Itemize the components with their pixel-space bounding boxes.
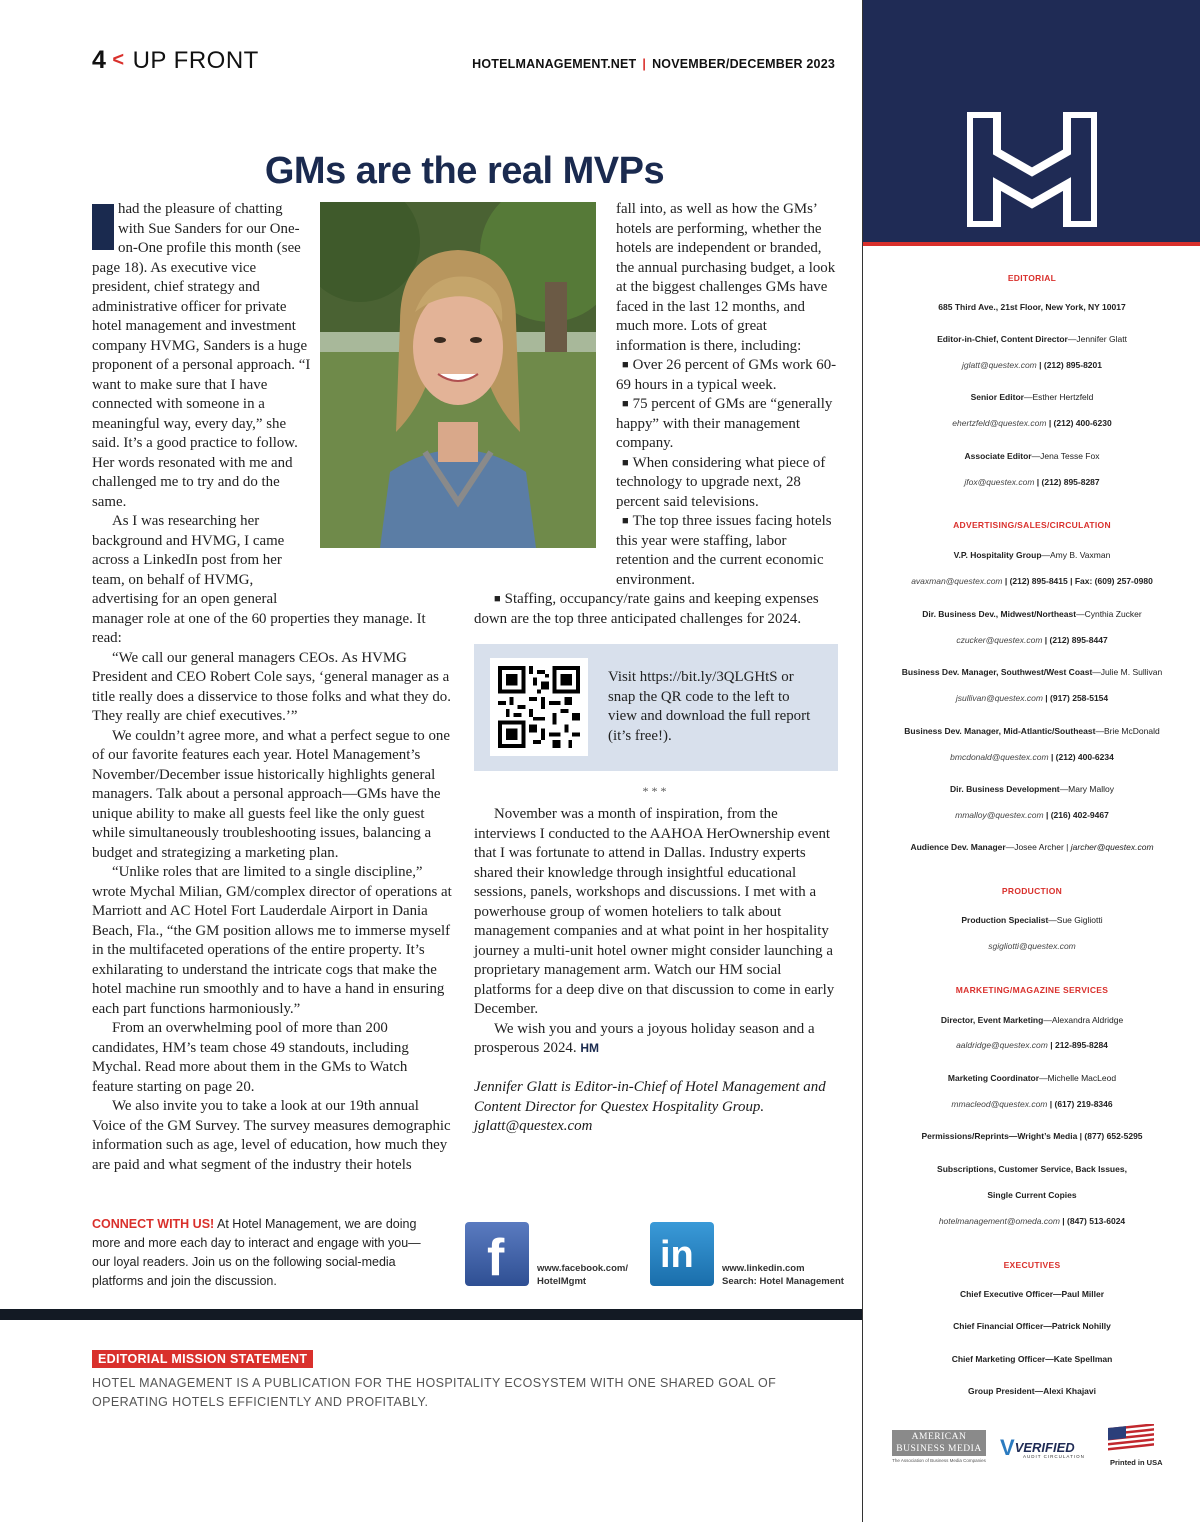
us-flag-icon: [1108, 1424, 1154, 1452]
masthead-contact[interactable]: jglatt@questex.com | (212) 895-8201: [961, 360, 1102, 370]
masthead-contact[interactable]: ehertzfeld@questex.com | (212) 400-6230: [952, 418, 1112, 428]
masthead-entry: Chief Marketing Officer—Kate Spellman: [951, 1354, 1113, 1364]
masthead-entry: V.P. Hospitality Group—Amy B. Vaxman: [953, 550, 1111, 560]
masthead-entry: Business Dev. Manager, Southwest/West Coast—Julie M. Sullivan: [901, 667, 1163, 677]
bullet-item: ■ Staffing, occupancy/rate gains and keeping expenses down are the top three anticipated challenges for 2024.: [474, 590, 838, 629]
article-column-2: [616, 200, 838, 590]
masthead-entry: Director, Event Marketing—Alexandra Aldridge: [940, 1015, 1124, 1025]
paragraph: “Unlike roles that are limited to a single discipline,” wrote Mychal Milian, GM/complex director of operations at Marriott and AC Hotel Fort Lauderdale Airport in Dania Beach, Fla., “the GM position allows me to immerse myself in the multifaceted operations of the entire property. It’s exhilarating to understand the intricate cogs that make the hotel machine run smoothly and to have a hand in ensuring each part functions harmoniously.”: [92, 864, 452, 1017]
masthead-entry: Associate Editor—Jena Tesse Fox: [964, 451, 1100, 461]
masthead-address: 685 Third Ave., 21st Floor, New York, NY 10017: [938, 302, 1126, 312]
bullet-item: ■ Over 26 percent of GMs work 60-69 hours in a typical week.: [616, 356, 838, 395]
paragraph: We wish you and yours a joyous holiday season and a prosperous 2024. HM: [474, 1020, 815, 1056]
masthead-entry: Permissions/Reprints—Wright’s Media | (877) 652-5295: [921, 1131, 1143, 1141]
article-column-2-closing: [474, 805, 838, 1059]
hm-logo-icon: [967, 112, 1097, 227]
divider: |: [642, 57, 647, 71]
qr-instructions: Visit https://bit.ly/3QLGHtS or snap the QR code to the left to view and download the full report (it’s free!).: [608, 669, 811, 744]
linkedin-icon[interactable]: in: [650, 1222, 714, 1286]
connect-text: At Hotel Management, we are doing more and more each day to interact and engage with you—our loyal readers. Join us on the following social-media platforms and join the discussion.: [92, 1217, 421, 1288]
paragraph: I had the pleasure of chatting with Sue Sanders for our One-on-One profile this month (see page 18). As executive vice president, chief strategy and administrative officer for private hotel management and investment company HVMG, Sanders is a huge proponent of a personal approach. “I want to make sure that I have connected with someone in a meaningful way, every day,” she said. It’s a good practice to follow. Her words resonated with me and challenged me to try and do the same.: [92, 201, 311, 510]
abm-tagline: The Association of Business Media Companies: [892, 1458, 986, 1463]
masthead-contact[interactable]: jsullivan@questex.com | (917) 258-5154: [955, 693, 1109, 703]
connect-lead: CONNECT WITH US!: [92, 1217, 215, 1231]
masthead-entry: Chief Executive Officer—Paul Miller: [959, 1289, 1105, 1299]
linkedin-link[interactable]: www.linkedin.com Search: Hotel Management: [722, 1263, 844, 1287]
check-icon: V: [1000, 1435, 1015, 1460]
section-label: UP FRONT: [132, 46, 259, 74]
issue-header: [472, 57, 835, 71]
article-column-1-flow: [92, 200, 452, 1175]
bullet-item: ■ 75 percent of GMs are “generally happy” with their management company.: [616, 395, 838, 454]
verified-tagline: AUDIT CIRCULATION: [1023, 1454, 1085, 1459]
paragraph: November was a month of inspiration, from the interviews I conducted to the AAHOA HerOwnership event that I was fortunate to attend in Dallas. Industry experts shared their knowledge through insightful educational sessions, panels, workshops and discussions. I met with a powerhouse group of women hoteliers to talk about management companies and at what point in her hospitality journey a multi-unit hotel owner might consider launching a proprietary management arm. Watch our HM social platforms for a deep dive on that discussion to come in early December.: [474, 806, 835, 1017]
paragraph: We also invite you to take a look at our 19th annual Voice of the GM Survey. The survey measures demographic information such as age, level of education, how much they are paid and what segment of the industry their hotels: [92, 1098, 451, 1173]
abm-logo: AMERICAN BUSINESS MEDIA: [892, 1430, 986, 1456]
issue-date: NOVEMBER/DECEMBER 2023: [652, 57, 835, 71]
photo-wrap-spacer: [312, 200, 452, 592]
bullet-item: ■ When considering what piece of technology to upgrade next, 28 percent said televisions.: [616, 454, 838, 513]
masthead-entry: Chief Financial Officer—Patrick Nohilly: [953, 1321, 1111, 1331]
masthead-entry: Subscriptions, Customer Service, Back Issues,: [937, 1164, 1127, 1174]
paragraph: fall into, as well as how the GMs’ hotels are performing, whether the hotels are independent or branded, the annual purchasing budget, a look at the biggest challenges GMs have faced in the last 12 months, and much more. Lots of great information is there, including:: [616, 201, 836, 354]
chevron-left-icon: <: [112, 49, 125, 71]
paragraph: As I was researching her background and HVMG, I came across a LinkedIn post from her team, on behalf of HVMG, advertising for an open general manager role at one of the 60 properties they manage. It read:: [92, 513, 426, 646]
masthead-contact[interactable]: aaldridge@questex.com | 212-895-8284: [956, 1040, 1108, 1050]
masthead-entry: Group President—Alexi Khajavi: [967, 1386, 1096, 1396]
facebook-icon[interactable]: f: [465, 1222, 529, 1286]
article-headline: GMs are the real MVPs: [264, 150, 665, 192]
masthead-heading-editorial: EDITORIAL: [1007, 273, 1057, 283]
article-column-2-wide: [474, 590, 838, 629]
verified-logo: VVERIFIED: [1000, 1435, 1075, 1460]
masthead-heading-production: PRODUCTION: [1001, 886, 1063, 896]
dropcap: I: [92, 204, 114, 250]
author-byline: Jennifer Glatt is Editor-in-Chief of Hotel Management and Content Director for Questex Hospitality Group. jglatt@questex.com: [474, 1079, 826, 1134]
masthead-heading-marketing: MARKETING/MAGAZINE SERVICES: [955, 985, 1109, 995]
printed-in-usa: Printed in USA: [1110, 1458, 1163, 1467]
site-name: HOTELMANAGEMENT.NET: [472, 57, 637, 71]
masthead-contact[interactable]: mmalloy@questex.com | (216) 402-9467: [955, 810, 1109, 820]
qr-code-icon[interactable]: [490, 658, 588, 756]
masthead-entry: Audience Dev. Manager—Josee Archer | jarcher@questex.com: [910, 842, 1154, 852]
section-separator: ***: [642, 784, 670, 798]
masthead-contact[interactable]: jfox@questex.com | (212) 895-8287: [964, 477, 1100, 487]
masthead-entry: Dir. Business Dev., Midwest/Northeast—Cynthia Zucker: [922, 609, 1142, 619]
mission-text: HOTEL MANAGEMENT IS A PUBLICATION FOR THE HOSPITALITY ECOSYSTEM WITH ONE SHARED GOAL OF OPERATING HOTELS EFFICIENTLY AND PROFITABLY.: [92, 1376, 777, 1409]
brand-banner: [863, 0, 1200, 242]
section-header: [92, 46, 259, 75]
divider-bar: [0, 1309, 862, 1320]
masthead-entry: Marketing Coordinator—Michelle MacLeod: [947, 1073, 1117, 1083]
paragraph: “We call our general managers CEOs. As HVMG President and CEO Robert Cole says, ‘general manager as a title really does a disservice to those folks and what they do. They really are chief executives.’”: [92, 649, 451, 724]
masthead-entry: Editor-in-Chief, Content Director—Jennifer Glatt: [937, 334, 1127, 344]
masthead-heading-advertising: ADVERTISING/SALES/CIRCULATION: [953, 520, 1111, 530]
bullet-item: ■ The top three issues facing hotels this year were staffing, labor retention and the current economic environment.: [616, 512, 838, 590]
paragraph: We couldn’t agree more, and what a perfect segue to one of our favorite features each year. Hotel Management’s November/December issue historically highlights general managers. Talk about a personal approach—GMs have the unique ability to make all guests feel like the only guest while simultaneously troubleshooting issues, balancing a budget and strategizing a marketing plan.: [92, 727, 450, 861]
hm-end-mark: HM: [580, 1041, 599, 1055]
masthead-heading-executives: EXECUTIVES: [1003, 1260, 1061, 1270]
page-number: 4: [92, 46, 107, 74]
facebook-link[interactable]: www.facebook.com/ HotelMgmt: [537, 1263, 628, 1287]
masthead-entry: Senior Editor—Esther Hertzfeld: [970, 392, 1094, 402]
publisher-badges: [890, 1424, 1170, 1474]
masthead-contact[interactable]: avaxman@questex.com | (212) 895-8415 | Fax: (609) 257-0980: [911, 576, 1153, 586]
masthead-entry: Dir. Business Development—Mary Malloy: [950, 784, 1114, 794]
masthead-contact[interactable]: sgigliotti@questex.com: [988, 941, 1076, 951]
masthead-entry: Single Current Copies: [987, 1190, 1077, 1200]
paragraph: From an overwhelming pool of more than 200 candidates, HM’s team chose 49 standouts, including Mychal. Read more about them in the GMs to Watch feature starting on page 20.: [92, 1020, 409, 1095]
masthead-entry: Business Dev. Manager, Mid-Atlantic/Southeast—Brie McDonald: [904, 726, 1160, 736]
masthead-sidebar: [862, 0, 1200, 1522]
masthead-contact[interactable]: mmacleod@questex.com | (617) 219-8346: [951, 1099, 1113, 1109]
mission-title: EDITORIAL MISSION STATEMENT: [92, 1350, 313, 1368]
masthead-contact[interactable]: hotelmanagement@omeda.com | (847) 513-6024: [938, 1216, 1126, 1226]
qr-callout: [474, 644, 838, 771]
connect-with-us: [92, 1215, 432, 1291]
masthead-contact[interactable]: czucker@questex.com | (212) 895-8447: [956, 635, 1108, 645]
masthead-entry: Production Specialist—Sue Gigliotti: [961, 915, 1103, 925]
masthead-contact[interactable]: bmcdonald@questex.com | (212) 400-6234: [950, 752, 1114, 762]
